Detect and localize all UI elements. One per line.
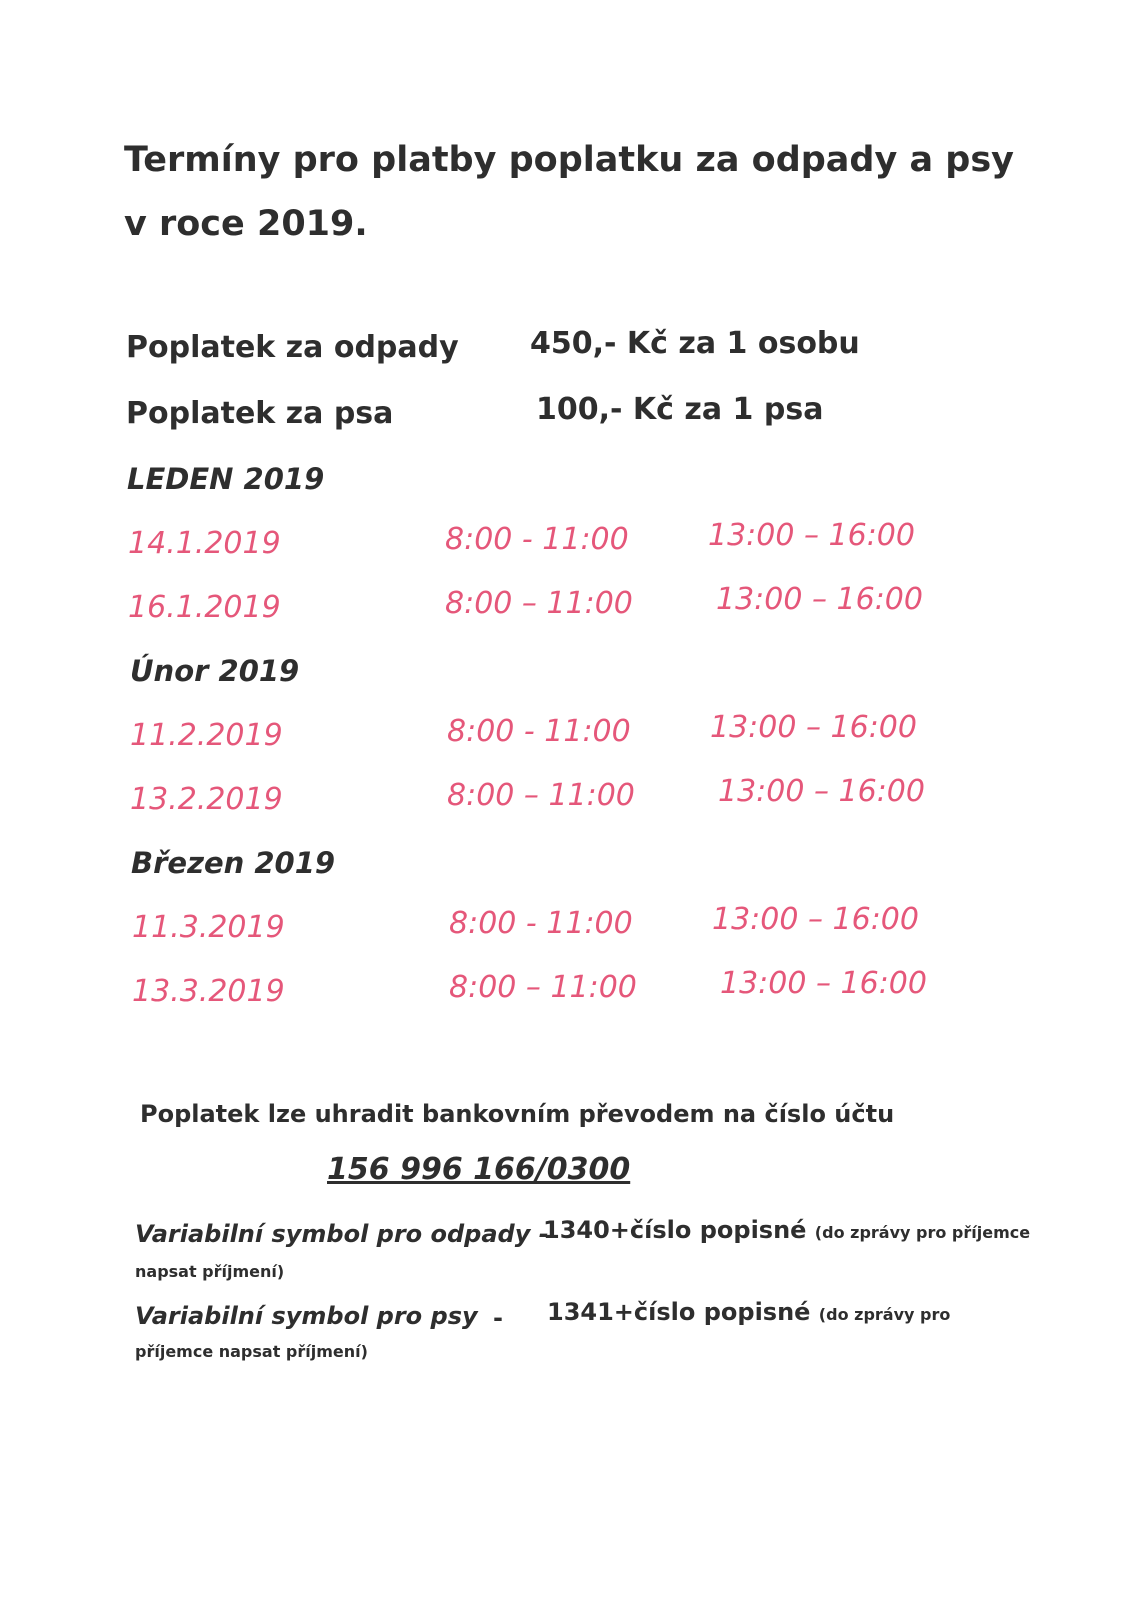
schedule-afternoon-hours: 13:00 – 16:00 xyxy=(708,518,915,553)
schedule-morning-hours: 8:00 - 11:00 xyxy=(447,714,631,749)
schedule-date: 11.3.2019 xyxy=(132,910,285,945)
title-line-2: v roce 2019. xyxy=(124,204,368,244)
schedule-date: 14.1.2019 xyxy=(128,526,281,561)
variable-symbol-dog-note-continued: příjemce napsat příjmení) xyxy=(135,1342,368,1361)
schedule-date: 13.3.2019 xyxy=(132,974,285,1009)
schedule-afternoon-hours: 13:00 – 16:00 xyxy=(720,966,927,1001)
title-line-1: Termíny pro platby poplatku za odpady a psy xyxy=(124,140,1014,180)
bank-transfer-intro: Poplatek lze uhradit bankovním převodem na číslo účtu xyxy=(140,1100,895,1128)
schedule-afternoon-hours: 13:00 – 16:00 xyxy=(712,902,919,937)
variable-symbol-dog-note: (do zprávy pro xyxy=(818,1305,951,1324)
variable-symbol-waste-code xyxy=(543,1216,1030,1244)
schedule-afternoon-hours: 13:00 – 16:00 xyxy=(716,582,923,617)
variable-symbol-dog-label: Variabilní symbol pro psy xyxy=(135,1302,478,1330)
variable-symbol-dog-dash: - xyxy=(493,1304,503,1332)
schedule-afternoon-hours: 13:00 – 16:00 xyxy=(710,710,917,745)
variable-symbol-dog-code xyxy=(547,1298,950,1326)
variable-symbol-waste-note: (do zprávy pro příjemce xyxy=(814,1223,1031,1242)
schedule-afternoon-hours: 13:00 – 16:00 xyxy=(718,774,925,809)
variable-symbol-waste-note-continued: napsat příjmení) xyxy=(135,1262,285,1281)
schedule-morning-hours: 8:00 – 11:00 xyxy=(449,970,637,1005)
month-heading-february: Únor 2019 xyxy=(130,654,300,688)
schedule-morning-hours: 8:00 - 11:00 xyxy=(449,906,633,941)
month-heading-march: Březen 2019 xyxy=(131,846,336,880)
variable-symbol-waste-label: Variabilní symbol pro odpady - xyxy=(135,1220,549,1248)
schedule-morning-hours: 8:00 – 11:00 xyxy=(445,586,633,621)
fee-dog-value: 100,- Kč za 1 psa xyxy=(536,392,824,427)
schedule-date: 11.2.2019 xyxy=(130,718,283,753)
fee-waste-label: Poplatek za odpady xyxy=(126,330,459,365)
schedule-morning-hours: 8:00 – 11:00 xyxy=(447,778,635,813)
schedule-date: 16.1.2019 xyxy=(128,590,281,625)
fee-dog-label: Poplatek za psa xyxy=(126,396,394,431)
month-heading-january: LEDEN 2019 xyxy=(127,462,325,496)
fee-waste-value: 450,- Kč za 1 osobu xyxy=(530,326,860,361)
schedule-date: 13.2.2019 xyxy=(130,782,283,817)
document-title xyxy=(124,128,1024,256)
bank-account-number: 156 996 166/0300 xyxy=(327,1152,631,1187)
schedule-morning-hours: 8:00 - 11:00 xyxy=(445,522,629,557)
variable-symbol-dog-value: 1341+číslo popisné xyxy=(547,1298,811,1326)
variable-symbol-waste-value: 1340+číslo popisné xyxy=(543,1216,807,1244)
